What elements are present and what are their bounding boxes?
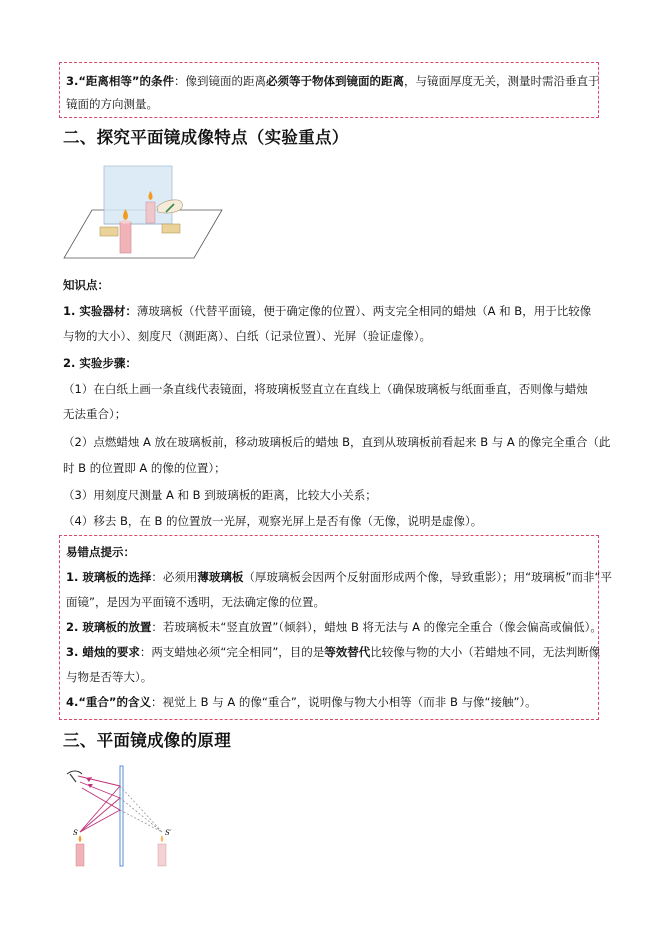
- error-3-strong: 等效替代: [324, 645, 371, 659]
- distance-condition-text-2: ，与镜面厚度无关，测量时需沿垂直于: [404, 74, 600, 88]
- candle-object: [76, 844, 84, 866]
- experiment-figure: [62, 162, 230, 262]
- candle-image: [158, 844, 166, 866]
- step-1: （1）在白纸上画一条直线代表镜面，将玻璃板竖直立在直线上（确保玻璃板与纸面垂直，否则像与蜡烛: [63, 382, 588, 396]
- error-3-text-2: 比较像与物的大小（若蜡烛不同，无法判断像: [370, 645, 601, 659]
- error-4-text: ：视觉上 B 与 A 的像“重合”，说明像与物大小相等（而非 B 与像“接触”）。: [151, 695, 537, 709]
- distance-condition-lead: 3.“距离相等”的条件: [66, 74, 174, 88]
- step-2: （2）点燃蜡烛 A 放在玻璃板前，移动玻璃板后的蜡烛 B，直到从玻璃板前看起来 B 与 A 的像完全重合（此: [63, 435, 611, 449]
- label-s-prime: S′: [165, 829, 172, 837]
- mirror: [120, 766, 123, 866]
- error-3-lead: 3. 蜡烛的要求: [66, 645, 140, 659]
- note-box-errors: [59, 535, 612, 720]
- block-right: [162, 224, 180, 233]
- label-s: S: [73, 829, 78, 837]
- equipment-line2: 与物的大小）、刻度尺（测距离）、白纸（记录位置）、光屏（验证虚像）。: [63, 329, 431, 343]
- error-1-lead: 1. 玻璃板的选择: [66, 570, 152, 584]
- block-left: [100, 227, 118, 236]
- section-title-2: 二、探究平面镜成像特点（实验重点）: [63, 128, 349, 147]
- steps-heading: 2. 实验步骤：: [63, 356, 137, 370]
- error-1-strong: 薄玻璃板: [197, 570, 244, 584]
- glass-plate: [104, 166, 172, 224]
- step-3: （3）用刻度尺测量 A 和 B 到玻璃板的距离，比较大小关系；: [63, 488, 377, 502]
- note-box-distance: [59, 62, 599, 118]
- equipment-lead: 1. 实验器材：: [63, 304, 137, 318]
- candle-b: [146, 202, 155, 223]
- mirror-principle-figure: [62, 764, 192, 870]
- distance-condition-line2: 镜面的方向测量。: [66, 97, 158, 111]
- error-2-lead: 2. 玻璃板的放置: [66, 620, 152, 634]
- errors-heading: 易错点提示：: [66, 545, 135, 559]
- knowledge-heading: 知识点：: [63, 278, 109, 292]
- section-title-3: 三、平面镜成像的原理: [63, 731, 231, 750]
- step-4: （4）移去 B，在 B 的位置放一光屏，观察光屏上是否有像（无像，说明是虚像）。: [63, 514, 483, 528]
- step-2-line2: 时 B 的位置即 A 的像的位置）；: [63, 461, 226, 475]
- error-1-text: ：必须用: [151, 570, 198, 584]
- distance-condition-strong: 必须等于物体到镜面的距离: [266, 74, 404, 88]
- error-1-text-2: （厚玻璃板会因两个反射面形成两个像，导致重影）；用“玻璃板”而非“平: [243, 570, 612, 584]
- equipment-text: 薄玻璃板（代替平面镜，便于确定像的位置）、两支完全相同的蜡烛（A 和 B，用于比较像: [136, 304, 592, 318]
- candle-a: [120, 222, 131, 253]
- error-4-lead: 4.“重合”的含义: [66, 695, 151, 709]
- error-2-text: ：若玻璃板未“竖直放置”（倾斜），蜡烛 B 将无法与 A 的像完全重合（像会偏高或偏低）。: [151, 620, 602, 634]
- step-1-line2: 无法重合）；: [63, 407, 127, 421]
- error-3-line2: 与物是否等大）。: [66, 670, 153, 684]
- error-3-text: ：两支蜡烛必须“完全相同”，目的是: [139, 645, 325, 659]
- error-1-line2: 面镜”，是因为平面镜不透明，无法确定像的位置。: [66, 595, 325, 609]
- distance-condition-text: ：像到镜面的距离: [174, 74, 266, 88]
